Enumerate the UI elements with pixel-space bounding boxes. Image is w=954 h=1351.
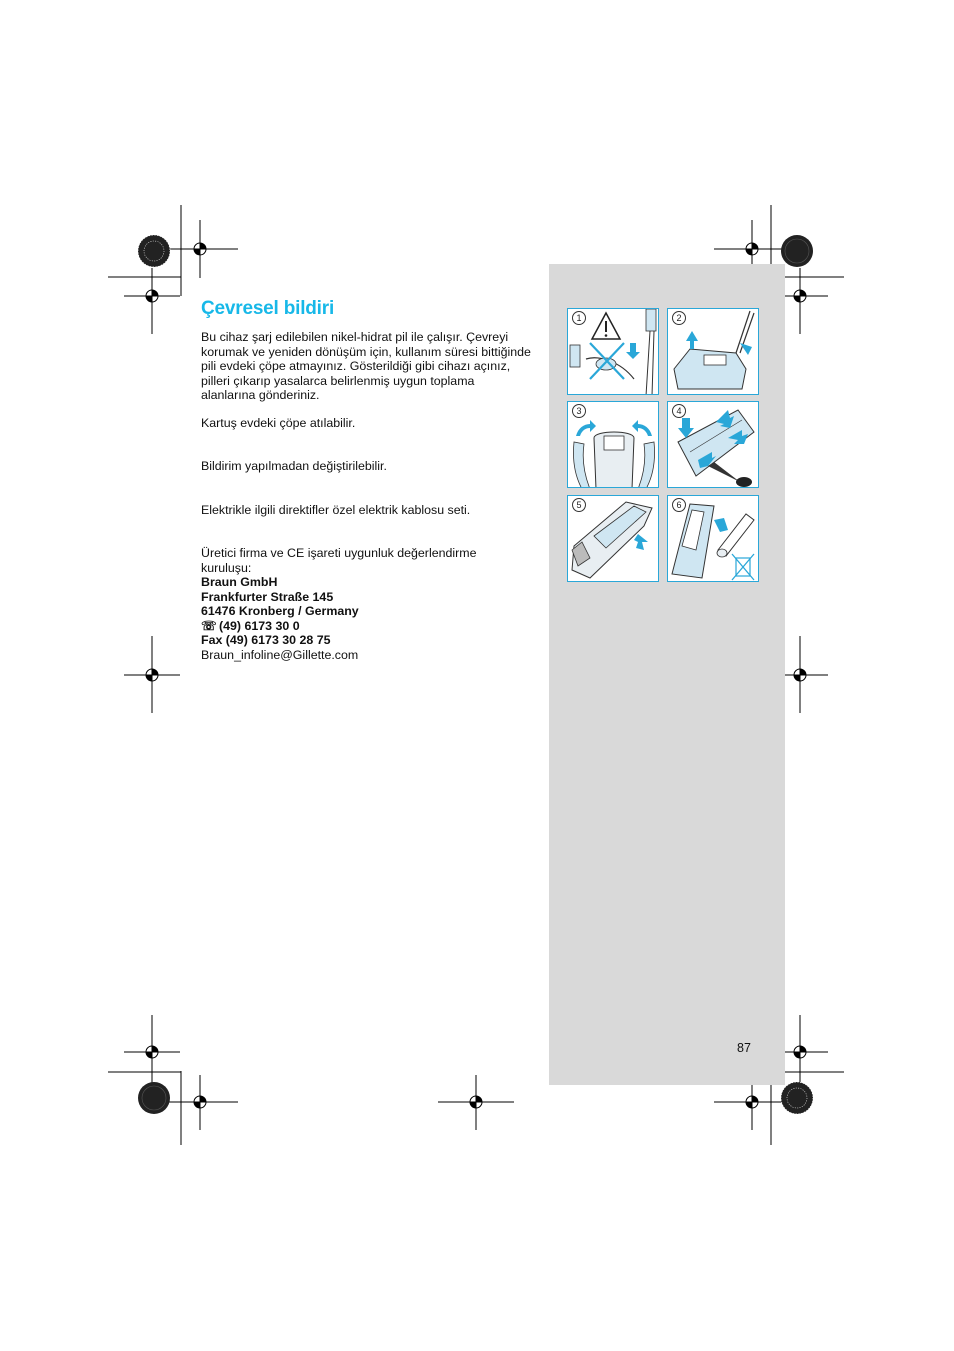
- manufacturer-address: [201, 575, 359, 663]
- step-panel-4: [667, 401, 759, 488]
- step-number: 6: [672, 498, 686, 512]
- city-address: 61476 Kronberg / Germany: [201, 604, 359, 619]
- manufacturer-paragraph: Üretici firma ve CE işareti uygunluk değerlendirme kuruluşu:: [201, 546, 477, 575]
- phone-number: (49) 6173 30 0: [219, 618, 300, 633]
- step-panel-3: [567, 401, 659, 488]
- step-panel-6: [667, 495, 759, 582]
- phone-line: [201, 619, 359, 634]
- company-name: Braun GmbH: [201, 575, 278, 589]
- phone-icon: ☏: [201, 618, 217, 633]
- change-notice: Bildirim yapılmadan değiştirilebilir.: [201, 459, 387, 473]
- street-address: Frankfurter Straße 145: [201, 589, 334, 604]
- cartridge-paragraph: Kartuş evdeki çöpe atılabilir.: [201, 416, 356, 430]
- directive-paragraph: Elektrikle ilgili direktifler özel elektrik kablosu seti.: [201, 503, 471, 517]
- step-number: 1: [572, 311, 586, 325]
- page-number: 87: [737, 1041, 751, 1055]
- step-number: 5: [572, 498, 586, 512]
- battery-paragraph: Bu cihaz şarj edilebilen nikel-hidrat pil ile çalışır. Çevreyi korumak ve yeniden dönüşüm için, kullanım süresi bittiğinde pili evdeki çöpe atmayınız. Gösterildiği gibi cihazı açınız, pilleri çıkarıp yasalarca belirlenmiş uygun toplama alanlarına gönderiniz.: [201, 330, 531, 403]
- step-number: 4: [672, 404, 686, 418]
- step-number: 3: [572, 404, 586, 418]
- fax-number: Fax (49) 6173 30 28 75: [201, 633, 331, 648]
- page-title: Çevresel bildiri: [201, 298, 335, 319]
- step-panel-1: [567, 308, 659, 395]
- step-panel-5: [567, 495, 659, 582]
- step-number: 2: [672, 311, 686, 325]
- email-address: Braun_infoline@Gillette.com: [201, 647, 359, 662]
- step-panel-2: [667, 308, 759, 395]
